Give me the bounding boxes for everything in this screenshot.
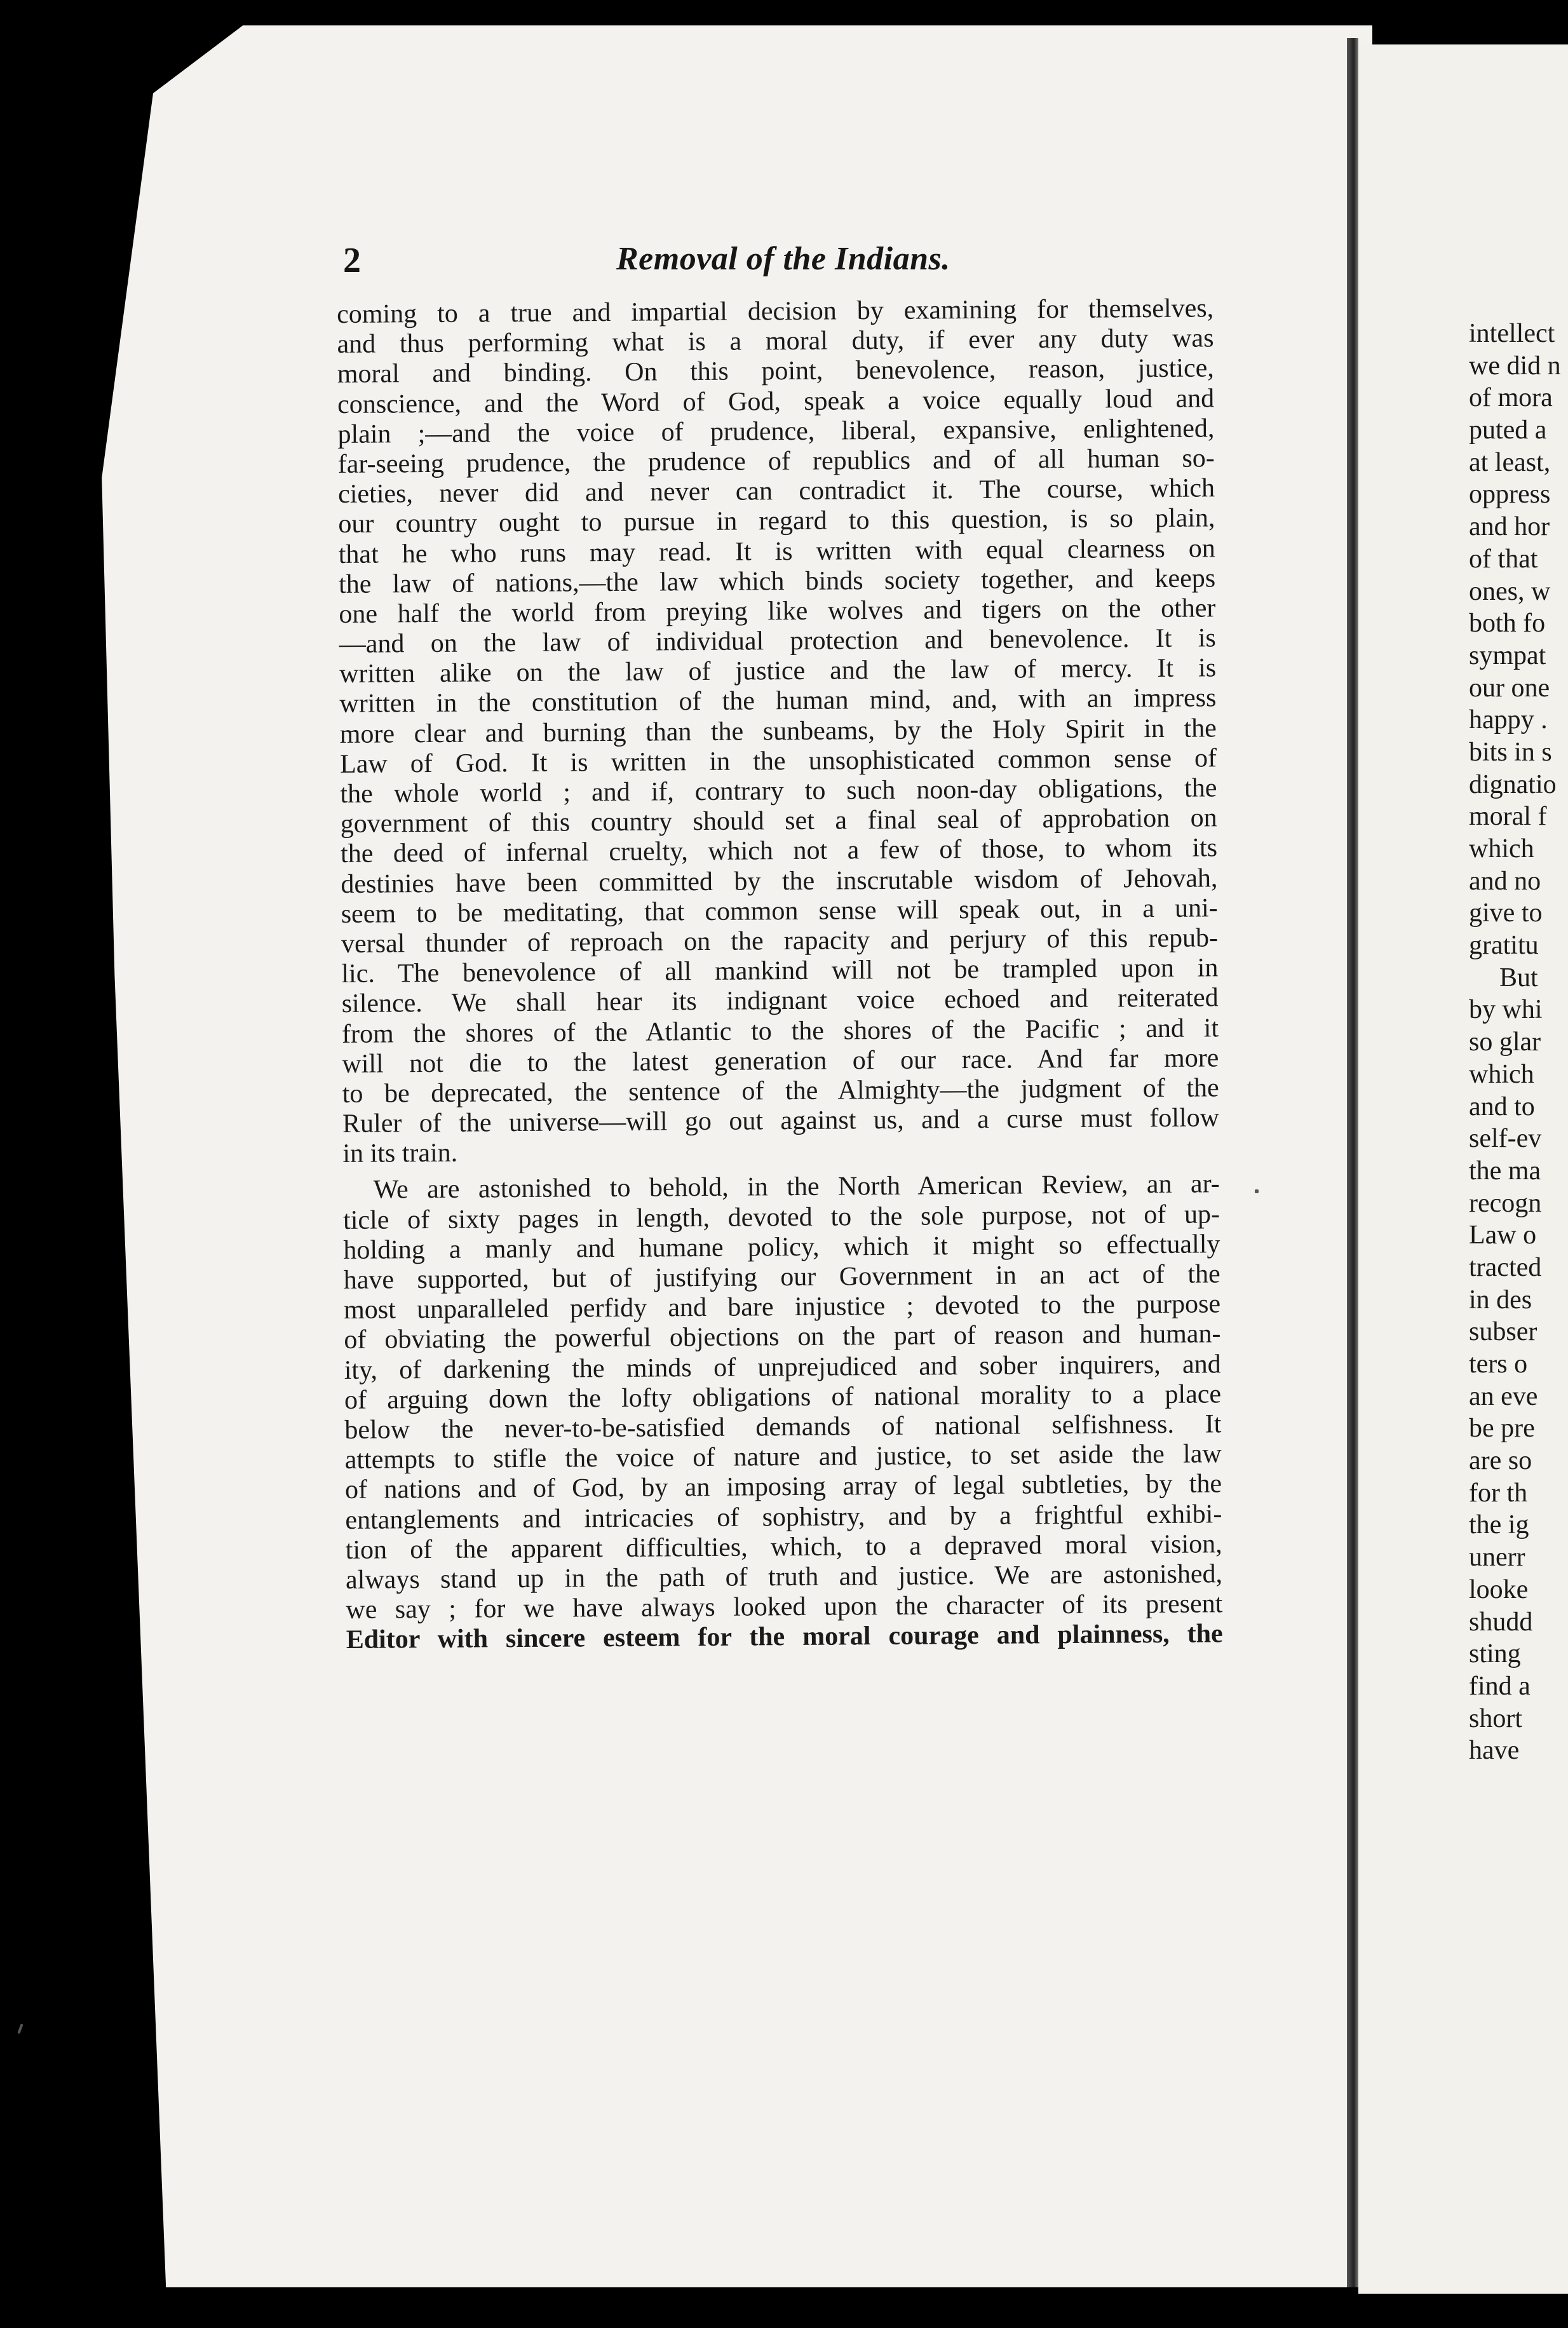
text-line-fragment: ters o xyxy=(1469,1350,1528,1379)
text-line-fragment: an eve xyxy=(1469,1381,1538,1411)
text-line: the deed of infernal cruelty, which not a few of those, to whom its xyxy=(340,833,1218,869)
text-line: tion of the apparent difficulties, which, to a depraved moral vision, xyxy=(345,1529,1222,1565)
text-line: cieties, never did and never can contradict it. The course, which xyxy=(337,473,1215,510)
text-line-fragment: shudd xyxy=(1469,1607,1533,1637)
text-line-fragment: which xyxy=(1469,834,1534,863)
text-line: the whole world ; and if, contrary to such noon-day obligations, the xyxy=(340,773,1217,809)
text-line: in its train. xyxy=(342,1138,458,1169)
text-line: written in the constitution of the human mind, and, with an impress xyxy=(339,683,1217,719)
text-line-fragment: by whi xyxy=(1469,995,1543,1025)
text-line-fragment: sympat xyxy=(1469,640,1546,670)
text-line: versal thunder of reproach on the rapacity and perjury of this repub- xyxy=(341,923,1219,959)
text-line: that he who runs may read. It is written with equal clearness on xyxy=(338,533,1215,569)
text-line-fragment: at least, xyxy=(1469,447,1551,477)
text-line-fragment: Law o xyxy=(1469,1221,1537,1250)
text-line: Law of God. It is written in the unsophisticated common sense of xyxy=(339,743,1217,779)
text-line: government of this country should set a final seal of approbation on xyxy=(340,803,1217,839)
text-line-fragment: oppress xyxy=(1469,480,1551,510)
text-line-fragment: the ma xyxy=(1469,1156,1541,1186)
text-line-fragment: But xyxy=(1499,963,1538,992)
text-line: lic. The benevolence of all mankind will not be trampled upon in xyxy=(341,953,1219,989)
text-line-fragment: both fo xyxy=(1469,609,1546,639)
text-line-fragment: happy . xyxy=(1469,705,1548,735)
text-line-fragment: for th xyxy=(1469,1478,1528,1508)
text-line: ticle of sixty pages in length, devoted to the sole purpose, not of up- xyxy=(342,1199,1220,1235)
text-line-fragment: gratitu xyxy=(1469,931,1539,961)
text-line-fragment: so glar xyxy=(1469,1027,1541,1057)
text-line-fragment: which xyxy=(1469,1059,1534,1089)
text-line-fragment: subser xyxy=(1469,1317,1538,1347)
text-line: of obviating the powerful objections on the part of reason and human- xyxy=(344,1319,1221,1355)
text-line-fragment: and to xyxy=(1469,1092,1535,1121)
book-gutter xyxy=(1347,38,1358,2287)
text-line: below the never-to-be-satisfied demands of national selfishness. It xyxy=(344,1409,1222,1445)
text-line-fragment: have xyxy=(1469,1736,1520,1766)
text-line-fragment: give to xyxy=(1469,898,1543,928)
text-line-fragment: unerr xyxy=(1469,1543,1525,1573)
text-line-fragment: moral f xyxy=(1469,802,1547,832)
text-line: have supported, but of justifying our Government in an act of the xyxy=(343,1259,1220,1295)
text-line: attempts to stifle the voice of nature and justice, to set aside the law xyxy=(344,1439,1222,1475)
text-line-fragment: of mora xyxy=(1469,383,1553,413)
text-line: moral and binding. On this point, benevolence, reason, justice, xyxy=(337,353,1214,389)
text-line: Editor with sincere esteem for the moral courage and plainness, the xyxy=(346,1619,1223,1655)
text-line: from the shores of the Atlantic to the shores of the Pacific ; and it xyxy=(341,1013,1219,1049)
text-line-fragment: dignatio xyxy=(1469,769,1557,799)
text-line-fragment: and no xyxy=(1469,866,1541,896)
text-line-fragment: and hor xyxy=(1469,512,1550,542)
text-line: silence. We shall hear its indignant voice echoed and reiterated xyxy=(341,983,1219,1019)
text-line: destinies have been committed by the inscrutable wisdom of Jehovah, xyxy=(341,863,1218,899)
text-line-fragment: puted a xyxy=(1469,416,1547,445)
text-line: written alike on the law of justice and the law of mercy. It is xyxy=(339,653,1217,689)
text-line: entanglements and intricacies of sophistry, and by a frightful exhibi- xyxy=(345,1499,1222,1535)
text-line: holding a manly and humane policy, which it might so effectually xyxy=(343,1229,1220,1265)
text-line: seem to be meditating, that common sense will speak out, in a uni- xyxy=(341,893,1218,929)
text-line: conscience, and the Word of God, speak a voice equally loud and xyxy=(337,383,1215,419)
text-line-fragment: are so xyxy=(1469,1446,1532,1476)
text-line-fragment: our one xyxy=(1469,673,1550,703)
text-line: we say ; for we have always looked upon the character of its present xyxy=(346,1589,1223,1625)
running-title: Removal of the Indians. xyxy=(616,241,950,277)
text-line-fragment: we did n xyxy=(1469,351,1561,381)
text-line: one half the world from preying like wolves and tigers on the other xyxy=(339,593,1216,629)
text-line: more clear and burning than the sunbeams, by the Holy Spirit in the xyxy=(339,713,1217,749)
text-line: far-seeing prudence, the prudence of republics and of all human so- xyxy=(337,443,1215,479)
left-page-text xyxy=(337,294,1223,1655)
text-line-fragment: the ig xyxy=(1469,1510,1529,1540)
text-line: plain ;—and the voice of prudence, liberal, expansive, enlightened, xyxy=(337,414,1215,449)
text-line-fragment: in des xyxy=(1469,1285,1532,1315)
text-line: —and on the law of individual protection and benevolence. It is xyxy=(339,623,1216,660)
text-line-fragment: sting xyxy=(1469,1639,1521,1669)
text-line-fragment: looke xyxy=(1469,1574,1529,1604)
text-line-fragment: short xyxy=(1469,1703,1522,1733)
text-line: and thus performing what is a moral duty, if ever any duty was xyxy=(337,323,1214,360)
text-line: most unparalleled perfidy and bare injustice ; devoted to the purpose xyxy=(343,1289,1221,1325)
text-line-fragment: find a xyxy=(1469,1671,1531,1701)
text-line: Ruler of the universe—will go out against us, and a curse must follow xyxy=(342,1103,1220,1139)
text-line-fragment: recogn xyxy=(1469,1188,1542,1218)
text-line-fragment: self-ev xyxy=(1469,1124,1542,1154)
scan-speck xyxy=(17,2024,23,2034)
text-line: We are astonished to behold, in the North American Review, an ar- xyxy=(373,1169,1220,1205)
text-line: ity, of darkening the minds of unprejudiced and sober inquirers, and xyxy=(344,1349,1221,1385)
running-head xyxy=(343,240,1296,285)
text-line: always stand up in the path of truth and justice. We are astonished, xyxy=(345,1559,1223,1595)
scan-speck xyxy=(1255,1189,1259,1193)
text-line: of nations and of God, by an imposing array of legal subtleties, by the xyxy=(344,1469,1222,1505)
text-line-fragment: bits in s xyxy=(1469,737,1552,767)
text-line-fragment: tracted xyxy=(1469,1252,1542,1282)
text-line-fragment: be pre xyxy=(1469,1414,1535,1444)
text-line: to be deprecated, the sentence of the Almighty—the judgment of the xyxy=(342,1073,1219,1109)
text-line-fragment: ones, w xyxy=(1469,576,1551,606)
text-line: will not die to the latest generation of our race. And far more xyxy=(342,1043,1219,1079)
text-line-fragment: of that xyxy=(1469,544,1538,574)
text-line: our country ought to pursue in regard to this question, is so plain, xyxy=(338,503,1215,539)
text-line: of arguing down the lofty obligations of national morality to a place xyxy=(344,1379,1222,1415)
text-line: coming to a true and impartial decision by examining for themselves, xyxy=(337,294,1214,329)
text-line: the law of nations,—the law which binds society together, and keeps xyxy=(338,564,1216,599)
text-line-fragment: intellect xyxy=(1469,319,1555,348)
right-page-text-fragment xyxy=(1469,318,1568,1767)
page-number: 2 xyxy=(343,241,361,280)
